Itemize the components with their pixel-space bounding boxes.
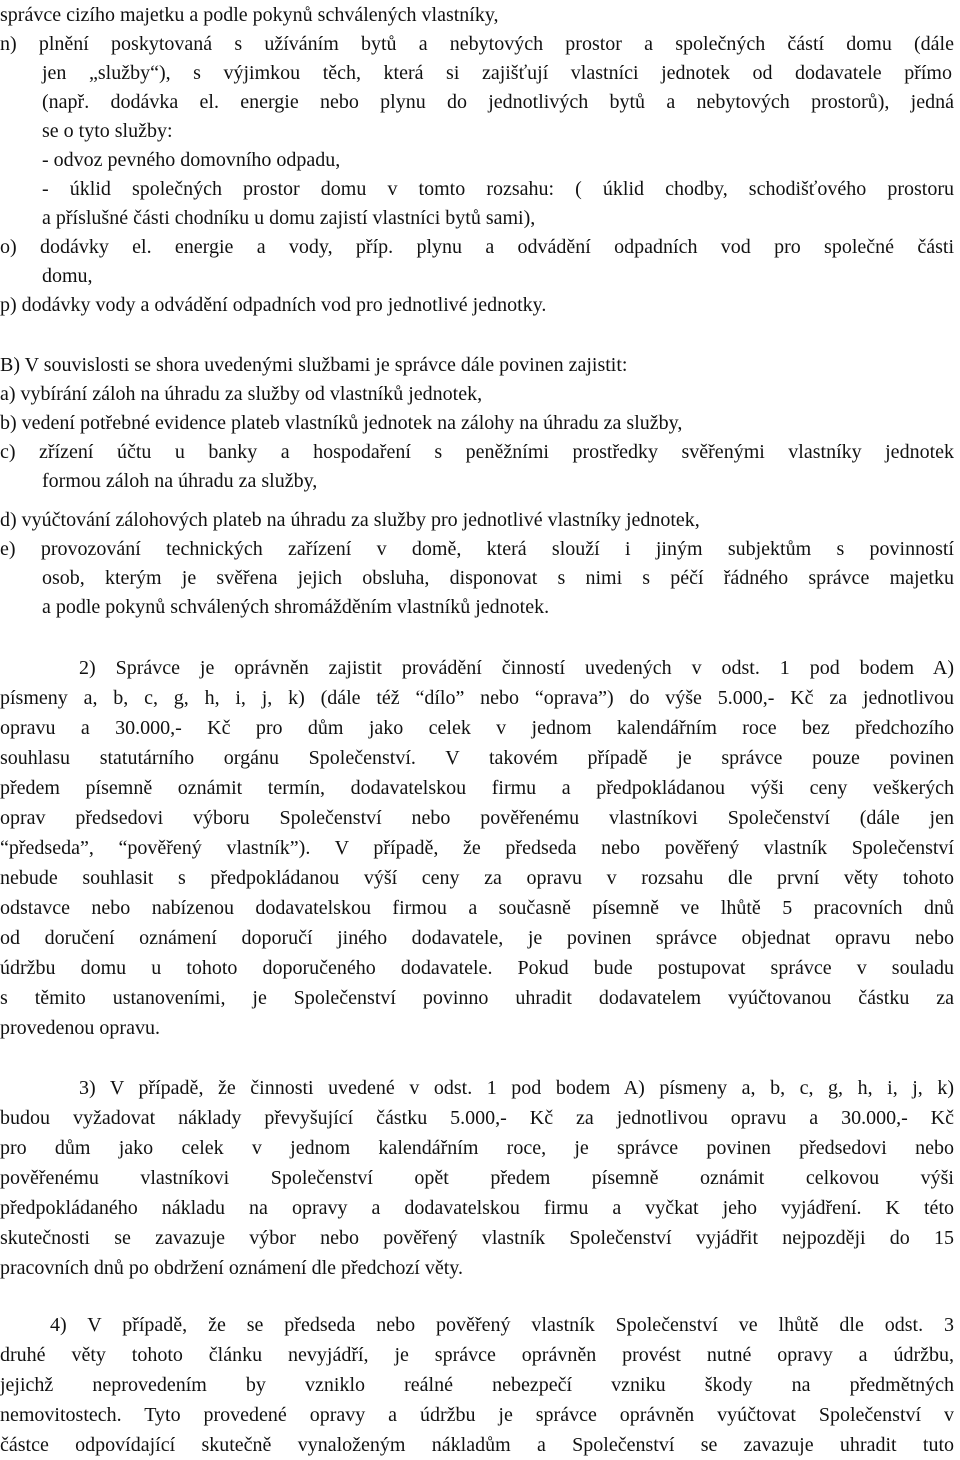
text-line: budou vyžadovat náklady převyšující částku 5.000,- Kč za jednotlivou opravu a 30.000,- Kč bbox=[0, 1107, 954, 1129]
text-line: formou záloh na úhradu za služby, bbox=[42, 470, 318, 492]
text-line: souhlasu statutárního orgánu Společenství. V takovém případě je správce pouze povinen bbox=[0, 747, 954, 769]
text-line: jen „služby“), s výjimkou těch, která si zajišťují vlastníci jednotek od dodavatele přímo bbox=[42, 62, 952, 84]
text-line: osob, kterým je svěřena jejich obsluha, disponovat s nimi s péčí řádného správce majetku bbox=[42, 567, 954, 589]
text-line: provedenou opravu. bbox=[0, 1017, 160, 1039]
text-line: domu, bbox=[42, 265, 93, 287]
text-line: c) zřízení účtu u banky a hospodaření s peněžními prostředky svěřenými vlastníky jednotek bbox=[0, 441, 954, 463]
text-line: údržbu domu u tohoto doporučeného dodavatele. Pokud bude postupovat správce v souladu bbox=[0, 957, 954, 979]
text-line: pro dům jako celek v jednom kalendářním roce, je správce povinen předsedovi nebo bbox=[0, 1137, 954, 1159]
paragraph-3-first-line: 3) V případě, že činnosti uvedené v odst. 1 pod bodem A) písmeny a, b, c, g, h, i, j, k) bbox=[79, 1077, 954, 1099]
text-line: opravu a 30.000,- Kč pro dům jako celek v jednom kalendářním roce bez předchozího bbox=[0, 717, 954, 739]
text-line: předpokládaného nákladu na opravy a dodavatelskou firmu a vyčkat jeho vyjádření. K této bbox=[0, 1197, 954, 1219]
text-line: odstavce nebo nabízenou dodavatelskou firmou a současně písemně ve lhůtě 5 pracovních dnů bbox=[0, 897, 954, 919]
text-line: - úklid společných prostor domu v tomto rozsahu: ( úklid chodby, schodišťového prostoru bbox=[42, 178, 954, 200]
text-line: nebude souhlasit s předpokládanou výší ceny za opravu v rozsahu dle první věty tohoto bbox=[0, 867, 954, 889]
text-line: skutečnosti se zavazuje výbor nebo pověřený vlastník Společenství vyjádřit nejpozději do 15 bbox=[0, 1227, 954, 1249]
text-line: a podle pokynů schválených shromážděním vlastníků jednotek. bbox=[42, 596, 550, 618]
section-heading: B) V souvislosti se shora uvedenými službami je správce dále povinen zajistit: bbox=[0, 354, 628, 376]
text-line: d) vyúčtování zálohových plateb na úhradu za služby pro jednotlivé vlastníky jednotek, bbox=[0, 509, 700, 531]
text-line: pověřenému vlastníkovi Společenství opět předem písemně oznámit celkovou výši bbox=[0, 1167, 954, 1189]
text-line: se o tyto služby: bbox=[42, 120, 173, 142]
text-line: pracovních dnů po obdržení oznámení dle předchozí věty. bbox=[0, 1257, 463, 1279]
text-line: b) vedení potřebné evidence plateb vlastníků jednotek na zálohy na úhradu za služby, bbox=[0, 412, 683, 434]
text-line: - odvoz pevného domovního odpadu, bbox=[42, 149, 341, 171]
text-line: “předseda”, “pověřený vlastník”). V případě, že předseda nebo pověřený vlastník Společenství bbox=[0, 837, 954, 859]
text-line: oprav předsedovi výboru Společenství nebo pověřenému vlastníkovi Společenství (dále jen bbox=[0, 807, 954, 829]
text-line: předem písemně oznámit termín, dodavatelskou firmu a předpokládanou výši ceny veškerých bbox=[0, 777, 954, 799]
text-line: druhé věty tohoto článku nevyjádří, je správce oprávněn provést nutné opravy a údržbu, bbox=[0, 1344, 954, 1366]
paragraph-2-first-line: 2) Správce je oprávněn zajistit provádění činností uvedených v odst. 1 pod bodem A) bbox=[79, 657, 954, 679]
text-line: s těmito ustanoveními, je Společenství povinno uhradit dodavatelem vyúčtovanou částku za bbox=[0, 987, 954, 1009]
text-line: p) dodávky vody a odvádění odpadních vod pro jednotlivé jednotky. bbox=[0, 294, 547, 316]
text-line: správce cizího majetku a podle pokynů schválených vlastníky, bbox=[0, 4, 499, 26]
text-line: n) plnění poskytovaná s užíváním bytů a nebytových prostor a společných částí domu (dále bbox=[0, 33, 954, 55]
text-line: písmeny a, b, c, g, h, i, j, k) (dále též “dílo” nebo “oprava”) do výše 5.000,- Kč za jednotlivou bbox=[0, 687, 954, 709]
paragraph-4-first-line: 4) V případě, že se předseda nebo pověřený vlastník Společenství ve lhůtě dle odst. 3 bbox=[50, 1314, 954, 1336]
text-line: a) vybírání záloh na úhradu za služby od vlastníků jednotek, bbox=[0, 383, 483, 405]
text-line: o) dodávky el. energie a vody, příp. plynu a odvádění odpadních vod pro společné části bbox=[0, 236, 954, 258]
text-line: od doručení oznámení doporučí jiného dodavatele, je povinen správce objednat opravu nebo bbox=[0, 927, 954, 949]
text-line: e) provozování technických zařízení v domě, která slouží i jiným subjektům s povinností bbox=[0, 538, 954, 560]
text-line: a příslušné části chodníku u domu zajistí vlastníci bytů sami), bbox=[42, 207, 536, 229]
text-line: (např. dodávka el. energie nebo plynu do jednotlivých bytů a nebytových prostorů), jedná bbox=[42, 91, 954, 113]
text-line: jejichž neprovedením by vzniklo reálné nebezpečí vzniku škody na předmětných bbox=[0, 1374, 954, 1396]
text-line: nemovitostech. Tyto provedené opravy a údržbu je správce oprávněn vyúčtovat Společenství v bbox=[0, 1404, 954, 1426]
text-line: částce odpovídající skutečně vynaloženým nákladům a Společenství se zavazuje uhradit tuto bbox=[0, 1434, 954, 1456]
